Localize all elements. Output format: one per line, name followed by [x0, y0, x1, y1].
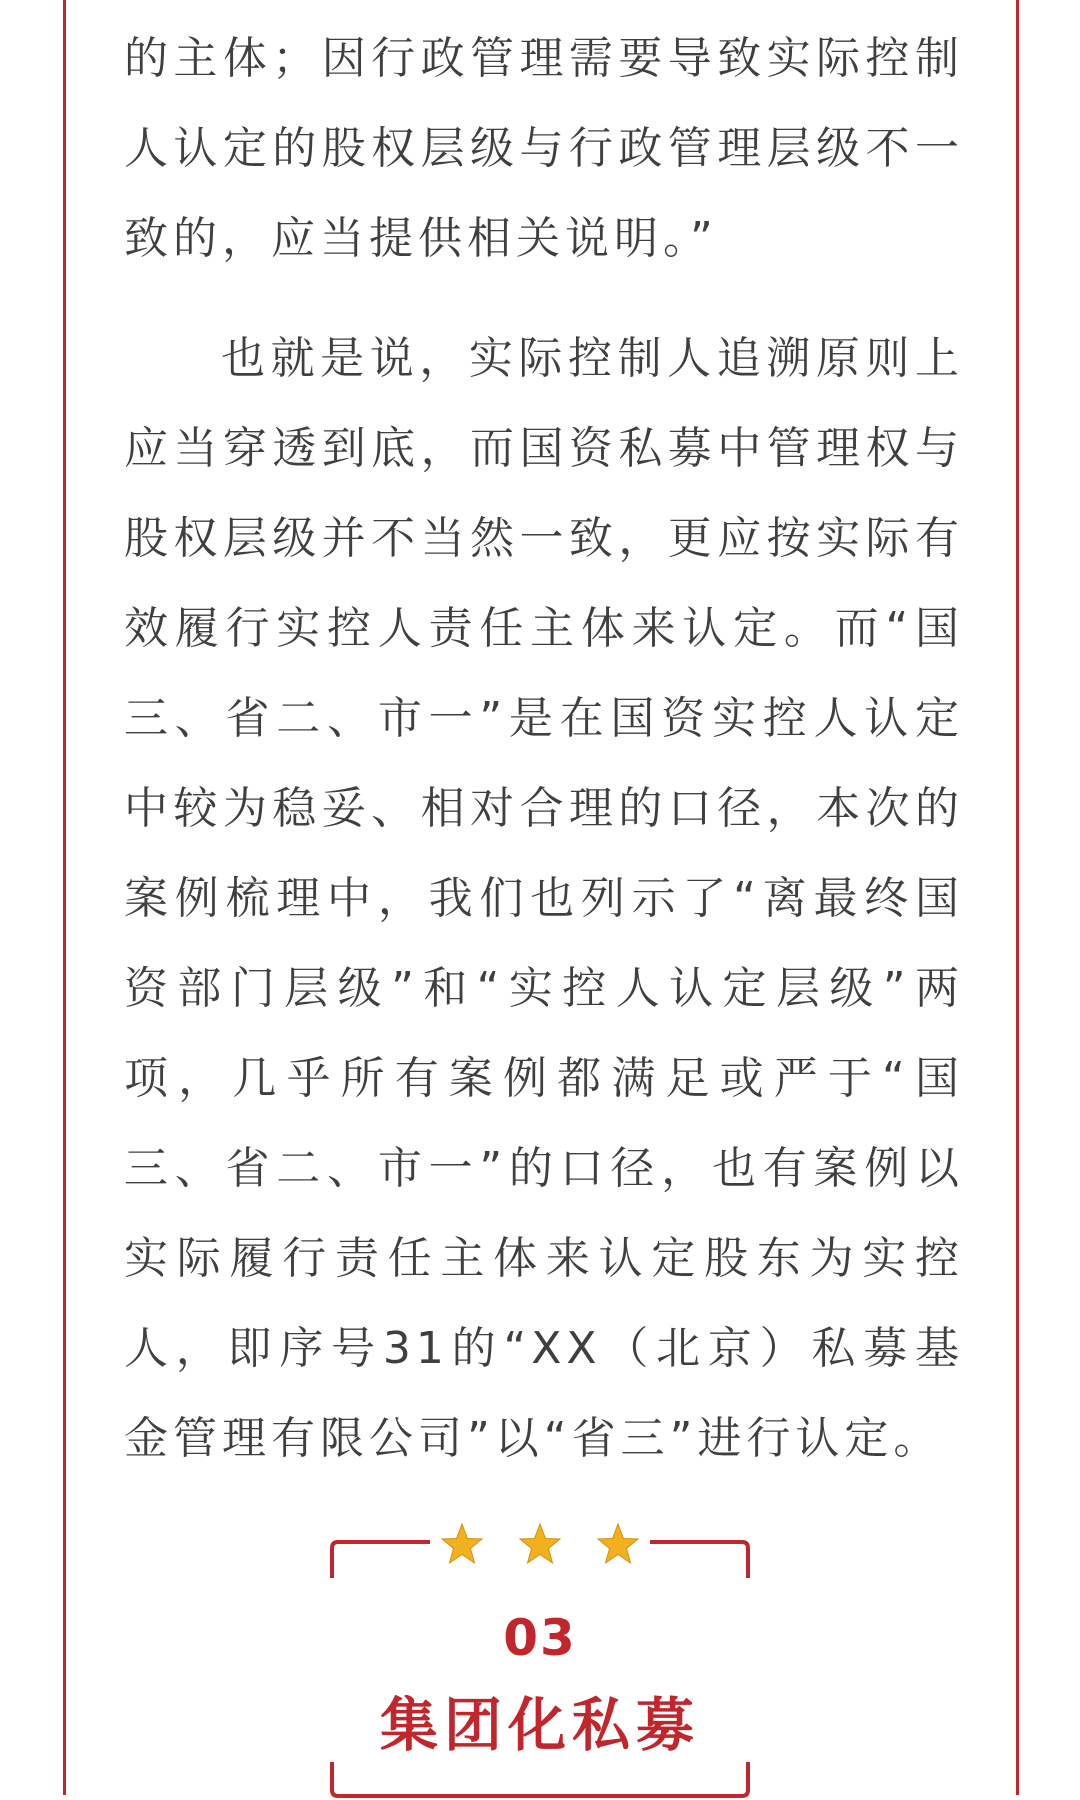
- article-body: [124, 0, 964, 1484]
- frame-border-right: [1016, 0, 1019, 1795]
- section-number: 03: [503, 1609, 577, 1667]
- star-icon: [440, 1522, 484, 1566]
- bracket-bottom: [330, 1760, 750, 1800]
- article-paragraph: 也就是说，实际控制人追溯原则上应当穿透到底，而国资私募中管理权与股权层级并不当然一致，更应按实际有效履行实控人责任主体来认定。而“国三、省二、市一”是在国资实控人认定中较为稳妥、相对合理的口径，本次的案例梳理中，我们也列示了“离最终国资部门层级”和“实控人认定层级”两项，几乎所有案例都满足或严于“国三、省二、市一”的口径，也有案例以实际履行责任主体来认定股东为实控人，即序号31的“XX（北京）私募基金管理有限公司”以“省三”进行认定。: [124, 333, 964, 1464]
- star-icon: [518, 1522, 562, 1566]
- article-paragraph: 的主体；因行政管理需要导致实际控制人认定的股权层级与行政管理层级不一致的，应当提供相关说明。”: [124, 33, 964, 264]
- frame-border-left: [63, 0, 66, 1795]
- section-title: 集团化私募: [379, 1691, 700, 1759]
- section-header: [330, 1520, 750, 1795]
- stars-row: [430, 1520, 650, 1568]
- star-icon: [596, 1522, 640, 1566]
